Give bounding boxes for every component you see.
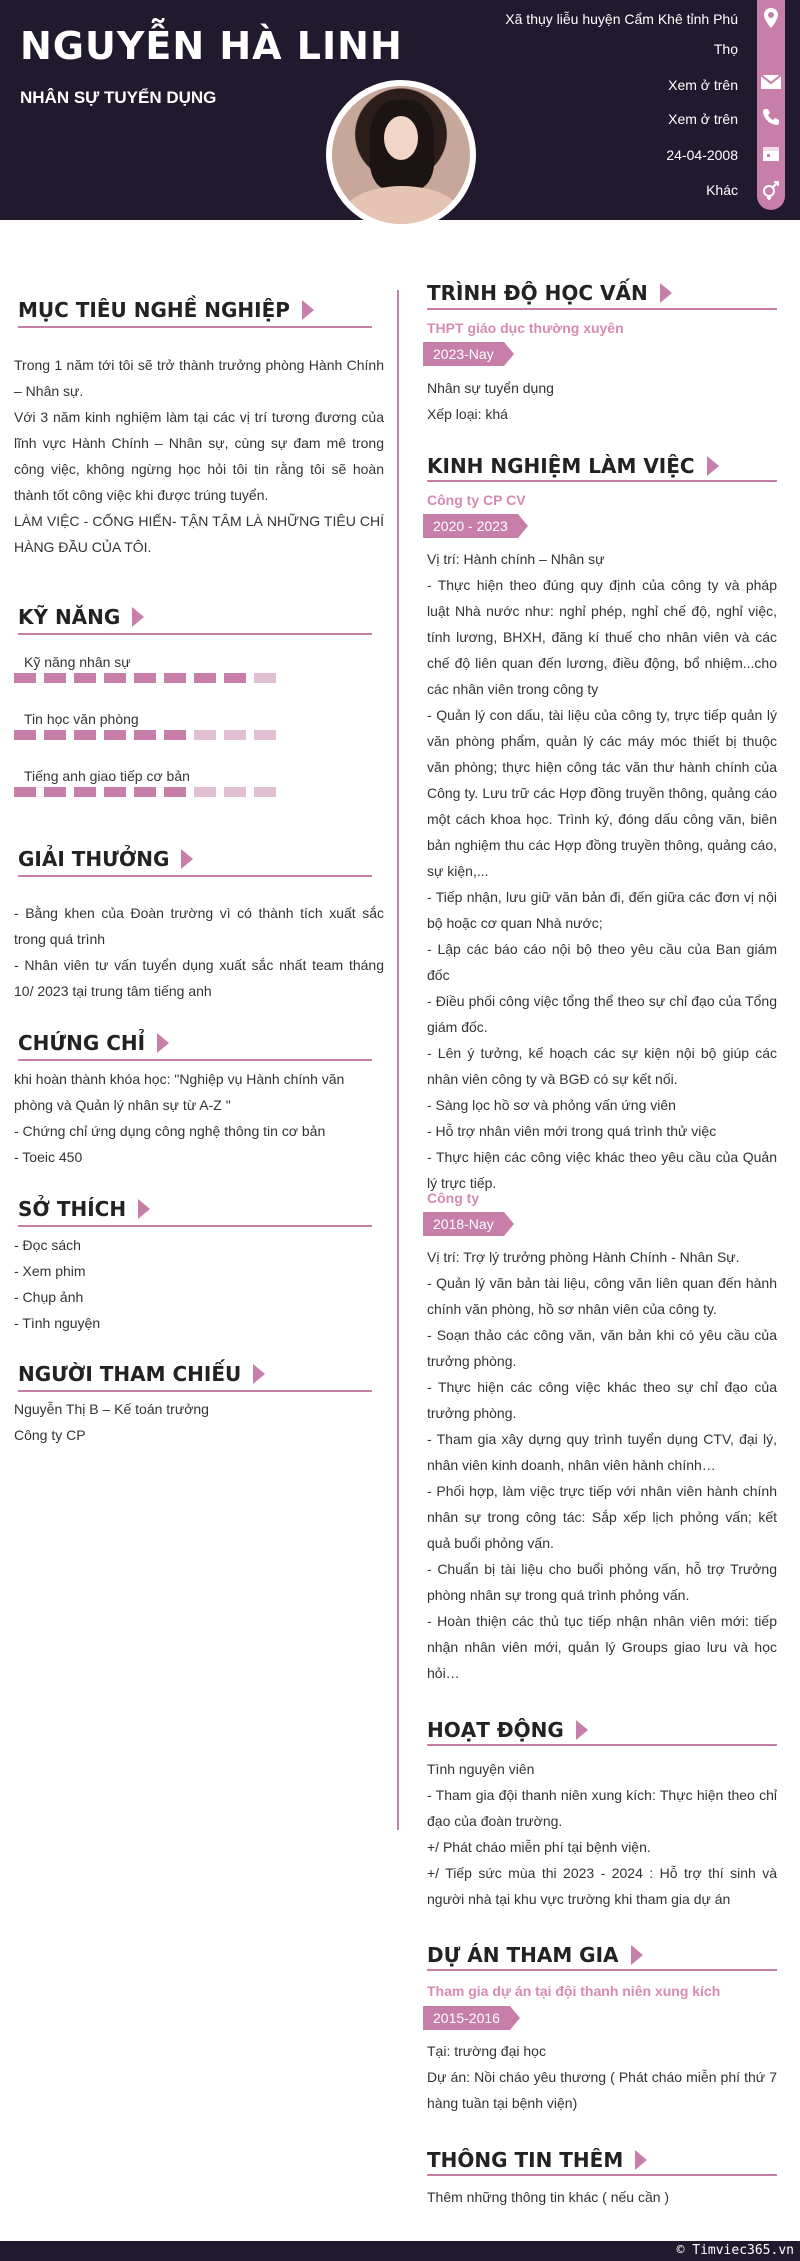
skill-segment-filled bbox=[14, 730, 36, 740]
footer bbox=[0, 2241, 800, 2261]
awards-underline bbox=[18, 875, 372, 877]
skill-segment-empty bbox=[194, 787, 216, 797]
projects-underline bbox=[427, 1969, 777, 1971]
skill-bar bbox=[14, 673, 276, 683]
calendar-icon bbox=[760, 144, 782, 166]
skill-segment-filled bbox=[104, 730, 126, 740]
education-school: THPT giáo dục thường xuyên bbox=[427, 320, 624, 336]
skill-segment-filled bbox=[164, 673, 186, 683]
skill-bar bbox=[14, 787, 276, 797]
skill-segment-filled bbox=[194, 673, 216, 683]
mail-icon bbox=[760, 74, 782, 96]
skill-segment-empty bbox=[224, 730, 246, 740]
objective-heading: MỤC TIÊU NGHỀ NGHIỆP bbox=[18, 298, 314, 322]
phone-icon bbox=[760, 108, 782, 130]
additional-text: Thêm những thông tin khác ( nếu cần ) bbox=[427, 2189, 670, 2205]
skill-name: Tin học văn phòng bbox=[24, 711, 139, 727]
gender-icon bbox=[760, 180, 782, 202]
activities-heading: HOẠT ĐỘNG bbox=[427, 1718, 588, 1742]
education-underline bbox=[427, 308, 777, 310]
skills-heading: KỸ NĂNG bbox=[18, 605, 144, 629]
job-description: Vị trí: Trợ lý trưởng phòng Hành Chính - Nhân Sự. - Quản lý văn bản tài liệu, công văn liên quan đến hành chính văn phòng, hồ sơ nhân viên của công ty. - Soạn thảo các công văn, văn bản khi có yêu cầu của trưởng phòng. - Thực hiện các công việc khác theo sự chỉ đạo của trưởng phòng. - Tham gia xây dựng quy trình tuyển dụng CTV, đại lý, nhân viên kinh doanh, nhân viên hành chính… - Phối hợp, làm việc trực tiếp với nhân viên hành chính nhân sự trong công tác: Sắp xếp lịch phỏng vấn; kết quả buổi phỏng vấn. - Chuẩn bị tài liệu cho buổi phỏng vấn, hỗ trợ Trưởng phòng nhân sự trong quá trình phỏng vấn. - Hoàn thiện các thủ tục tiếp nhận nhân viên mới: tiếp nhận nhân viên mới, quản lý Groups giao lưu và học hỏi… bbox=[427, 1249, 777, 1681]
skill-segment-filled bbox=[44, 730, 66, 740]
contact-icon-bar bbox=[757, 0, 785, 210]
skills-underline bbox=[18, 633, 372, 635]
skill-segment-empty bbox=[254, 730, 276, 740]
hobbies-heading: SỞ THÍCH bbox=[18, 1197, 150, 1221]
candidate-name: NGUYỄN HÀ LINH bbox=[20, 24, 403, 68]
skill-segment-filled bbox=[14, 673, 36, 683]
skill-segment-filled bbox=[134, 673, 156, 683]
contact-phone: Xem ở trên bbox=[668, 111, 738, 127]
skill-segment-filled bbox=[74, 673, 96, 683]
contact-email: Xem ở trên bbox=[668, 77, 738, 93]
skill-name: Kỹ năng nhân sự bbox=[24, 654, 131, 670]
avatar bbox=[326, 80, 476, 230]
project-date: 2015-2016 bbox=[423, 2006, 510, 2030]
contact-gender: Khác bbox=[706, 182, 738, 198]
skill-segment-filled bbox=[164, 787, 186, 797]
certificates-underline bbox=[18, 1059, 372, 1061]
skill-segment-empty bbox=[194, 730, 216, 740]
hobbies-underline bbox=[18, 1225, 372, 1227]
skill-segment-filled bbox=[104, 673, 126, 683]
contact-birthday: 24-04-2008 bbox=[666, 147, 738, 163]
skill-segment-filled bbox=[14, 787, 36, 797]
skill-segment-filled bbox=[164, 730, 186, 740]
column-divider bbox=[397, 290, 399, 1830]
education-heading: TRÌNH ĐỘ HỌC VẤN bbox=[427, 281, 672, 305]
activities-text: Tình nguyện viên - Tham gia đội thanh niên xung kích: Thực hiện theo chỉ đạo của đoàn trường. +/ Phát cháo miễn phí tại bệnh viện. +/ Tiếp sức mùa thi 2023 - 2024 : Hỗ trợ thí sinh và người nhà tại khu vực trường khi tham gia dự án bbox=[427, 1761, 777, 1907]
additional-underline bbox=[427, 2174, 777, 2176]
education-text: Nhân sự tuyển dụng Xếp loại: khá bbox=[427, 380, 554, 422]
skill-segment-filled bbox=[74, 787, 96, 797]
education-date: 2023-Nay bbox=[423, 342, 504, 366]
skill-segment-filled bbox=[104, 787, 126, 797]
references-text: Nguyễn Thị B – Kế toán trưởng Công ty CP bbox=[14, 1401, 209, 1443]
skill-segment-empty bbox=[254, 787, 276, 797]
job-title: NHÂN SỰ TUYỂN DỤNG bbox=[20, 88, 217, 107]
skill-segment-filled bbox=[224, 673, 246, 683]
skill-bar bbox=[14, 730, 276, 740]
skill-segment-filled bbox=[44, 673, 66, 683]
projects-heading: DỰ ÁN THAM GIA bbox=[427, 1943, 643, 1967]
references-underline bbox=[18, 1390, 372, 1392]
certificates-text: khi hoàn thành khóa học: "Nghiệp vụ Hành chính văn phòng và Quản lý nhân sự từ A-Z " - Chứng chỉ ứng dụng công nghệ thông tin cơ bản - Toeic 450 bbox=[14, 1071, 345, 1165]
project-text: Tại: trường đại học Dự án: Nồi cháo yêu thương ( Phát cháo miễn phí thứ 7 hàng tuần tại bệnh viện) bbox=[427, 2043, 777, 2111]
job-date: 2020 - 2023 bbox=[423, 514, 518, 538]
activities-underline bbox=[427, 1744, 777, 1746]
project-name: Tham gia dự án tại đội thanh niên xung kích bbox=[427, 1983, 721, 1999]
skill-segment-empty bbox=[224, 787, 246, 797]
contact-address: Xã thụy liễu huyện Cẩm Khê tỉnh Phú bbox=[505, 11, 738, 27]
skill-segment-filled bbox=[44, 787, 66, 797]
contact-address-cont: Thọ bbox=[713, 41, 738, 57]
job-date: 2018-Nay bbox=[423, 1212, 504, 1236]
additional-heading: THÔNG TIN THÊM bbox=[427, 2148, 647, 2172]
experience-heading: KINH NGHIỆM LÀM VIỆC bbox=[427, 454, 719, 478]
skill-segment-filled bbox=[74, 730, 96, 740]
job-company: Công ty bbox=[427, 1190, 480, 1206]
awards-text: - Bằng khen của Đoàn trường vì có thành tích xuất sắc trong quá trình - Nhân viên tư vấn tuyển dụng xuất sắc nhất team tháng 10/ 2023 tại trung tâm tiếng anh bbox=[14, 905, 384, 999]
certificates-heading: CHỨNG CHỈ bbox=[18, 1031, 169, 1055]
skill-name: Tiếng anh giao tiếp cơ bản bbox=[24, 768, 190, 784]
job-company: Công ty CP CV bbox=[427, 492, 526, 508]
location-pin-icon bbox=[760, 8, 782, 30]
objective-text: Trong 1 năm tới tôi sẽ trở thành trưởng phòng Hành Chính – Nhân sự. Với 3 năm kinh nghiệm làm tại các vị trí tương đương của lĩnh vực Hành Chính – Nhân sự, cùng sự đam mê trong công việc, không ngừng học hỏi tôi tin rằng tôi sẽ hoàn thành tốt công việc khi được trúng tuyển. LÀM VIỆC - CỐNG HIẾN- TẬN TÂM LÀ NHỮNG TIÊU CHÍ HÀNG ĐẦU CỦA TÔI. bbox=[14, 357, 384, 555]
job-description: Vị trí: Hành chính – Nhân sự - Thực hiện theo đúng quy định của công ty và pháp luật Nhà nước như: nghỉ phép, nghỉ chế độ, nghỉ việc, tính lương, BHXH, đăng kí thuế cho nhân viên và các chế độ liên quan đến lương, điều động, bổ nhiệm...cho các nhân viên trong công ty - Quản lý con dấu, tài liệu của công ty, trực tiếp quản lý văn phòng phẩm, quản lý các máy móc thiết bị thuộc văn phòng; thực hiện công tác văn thư hành chính của Công ty. Lưu trữ các Hợp đồng truyền thông, quảng cáo một cách khoa học. Trình ký, đóng dấu công văn, biên bản nghiệm thu các Hợp đồng truyền thông, quảng cáo, sự kiện,... - Tiếp nhận, lưu giữ văn bản đi, đến giữa các đơn vị nội bộ hoặc cơ quan Nhà nước; - Lập các báo cáo nội bộ theo yêu cầu của Ban giám đốc - Điều phối công việc tổng thể theo sự chỉ đạo của Tổng giám đốc. - Lên ý tưởng, kế hoạch các sự kiện nội bộ giúp các nhân viên công ty và BGĐ có sự kết nối. - Sàng lọc hồ sơ và phỏng vấn ứng viên - Hỗ trợ nhân viên mới trong quá trình thử việc - Thực hiện các công việc khác theo yêu cầu của Quản lý trực tiếp. bbox=[427, 551, 777, 1191]
objective-underline bbox=[18, 326, 372, 328]
skill-segment-filled bbox=[134, 730, 156, 740]
skill-segment-empty bbox=[254, 673, 276, 683]
experience-underline bbox=[427, 480, 777, 482]
references-heading: NGƯỜI THAM CHIẾU bbox=[18, 1362, 265, 1386]
awards-heading: GIẢI THƯỞNG bbox=[18, 847, 193, 871]
hobbies-text: - Đọc sách - Xem phim - Chụp ảnh - Tình nguyện bbox=[14, 1237, 101, 1331]
skill-segment-filled bbox=[134, 787, 156, 797]
copyright: © Timviec365.vn bbox=[676, 2243, 794, 2258]
